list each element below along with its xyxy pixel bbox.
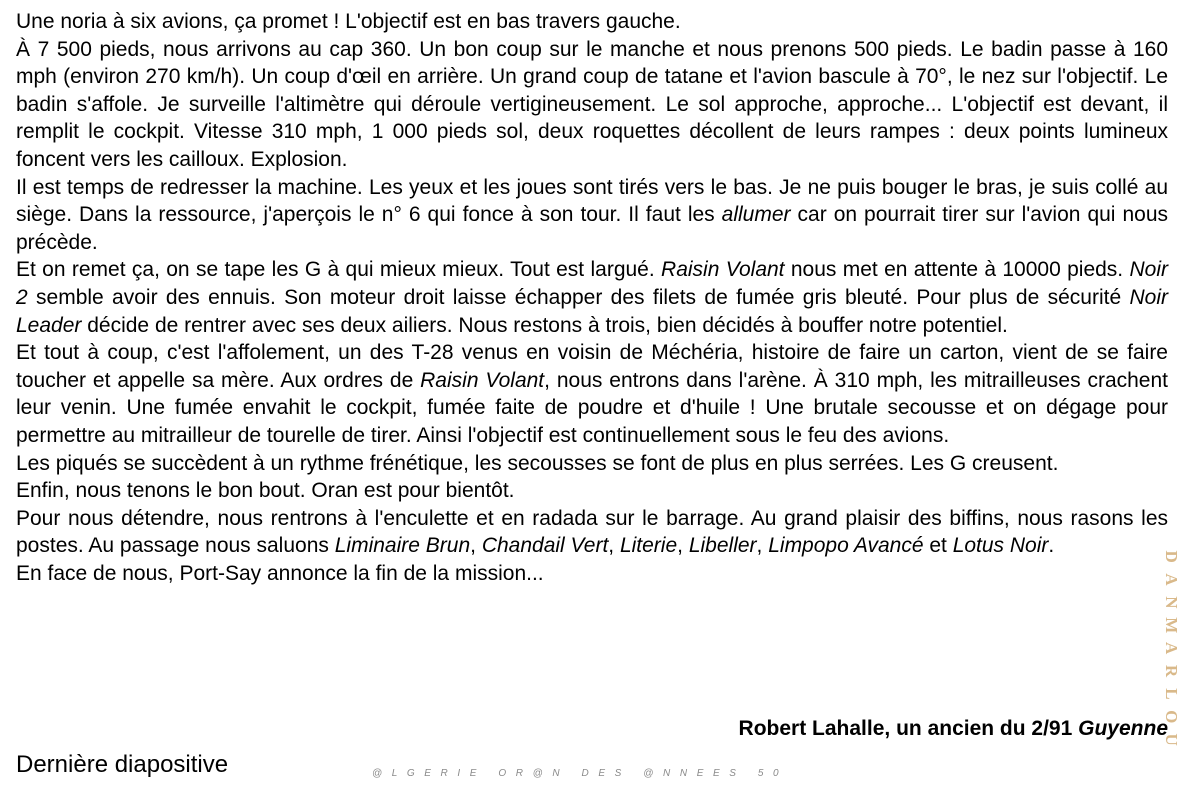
text-run: décide de rentrer avec ses deux ailiers. Nous restons à trois, bien décidés à bouffer notre potentiel. (81, 313, 1008, 337)
text-run: et (923, 534, 953, 558)
text-run: nous met en attente à 10000 pieds. (784, 258, 1130, 282)
author-signature (739, 716, 1168, 742)
paragraph (16, 339, 1168, 449)
text-run: Et on remet ça, on se tape les G à qui mieux mieux. Tout est largué. (16, 258, 662, 282)
text-run: , (677, 534, 689, 558)
text-run: , (756, 534, 769, 558)
text-run: Une noria à six avions, ça promet ! L'objectif est en bas travers gauche. (16, 10, 681, 33)
watermark-letter: R (1162, 664, 1182, 678)
italic-term: Raisin Volant (420, 368, 545, 392)
paragraph (16, 174, 1168, 257)
paragraph (16, 36, 1168, 174)
text-run: , (608, 534, 620, 558)
italic-term: Literie (619, 534, 678, 558)
paragraph (16, 477, 1168, 505)
text-run: car on pourrait tirer sur l'avion qui nous précède. (16, 203, 1168, 254)
watermark-letter: O (1162, 710, 1182, 724)
text-run: Et tout à coup, c'est l'affolement, un des T-28 venus en voisin de Méchéria, histoire de faire un carton, vient de se faire toucher et appelle sa mère. Aux ordres de (16, 341, 1168, 392)
italic-term: Raisin Volant (661, 258, 785, 282)
text-run: , (470, 534, 482, 558)
watermark-letter: U (1162, 733, 1182, 746)
italic-term: Limpopo Avancé (768, 534, 924, 558)
italic-term: Liminaire Brun (334, 534, 471, 558)
text-run: En face de nous, Port-Say annonce la fin de la mission... (16, 561, 544, 585)
watermark-letter: A (1162, 573, 1182, 586)
text-run: Il est temps de redresser la machine. Les yeux et les joues sont tirés vers le bas. Je ne puis bouger le bras, je suis collé au siège. Dans la ressource, j'aperçois le n° 6 qui fonce à son tour. Il faut les (16, 175, 1168, 227)
paragraph (16, 560, 1168, 588)
paragraph (16, 505, 1168, 560)
text-run: semble avoir des ennuis. Son moteur droit laisse échapper des filets de fumée gris bleuté. Pour plus de sécurité (27, 285, 1130, 309)
watermark-letter: D (1162, 550, 1182, 563)
italic-term: allumer (721, 203, 791, 227)
italic-term: Lotus Noir (952, 534, 1049, 558)
paragraph (16, 8, 1168, 36)
footer-caption: @LGERIE OR@N DES @NNEES 50 (372, 768, 789, 779)
watermark-logo (1161, 544, 1182, 750)
text-run: Pour nous détendre, nous rentrons à l'enculette et en radada sur le barrage. Au grand plaisir des biffins, nous rasons les postes. Au passage nous saluons (16, 506, 1168, 558)
watermark-svg (1161, 544, 1182, 750)
signature-text: Robert Lahalle, un ancien du 2/91 (738, 717, 1079, 740)
watermark-letter: N (1162, 596, 1182, 609)
paragraph (16, 256, 1168, 339)
text-run: Les piqués se succèdent à un rythme frénétique, les secousses se font de plus en plus serrées. Les G creusent. (16, 451, 1059, 475)
text-run: À 7 500 pieds, nous arrivons au cap 360. Un bon coup sur le manche et nous prenons 500 pieds. Le badin passe à 160 mph (environ 270 km/h). Un coup d'œil en arrière. Un grand coup de tatane et l'avion bascule à 70°, le nez sur l'objectif. Le badin s'affole. Je surveille l'altimètre qui déroule vertigineusement. Le sol approche, approche... L'objectif est devant, il remplit le cockpit. Vitesse 310 mph, 1 000 pieds sol, deux roquettes décollent de leurs rampes : deux points lumineux foncent vers les cailloux. Explosion. (16, 37, 1168, 171)
text-run: . (1048, 534, 1055, 558)
italic-term: Noir Leader (16, 285, 1168, 337)
watermark-letter: L (1162, 688, 1182, 700)
signature-unit: Guyenne (1078, 717, 1168, 740)
italic-term: Libeller (688, 534, 757, 558)
watermark-letter: A (1162, 642, 1182, 655)
text-run: , nous entrons dans l'arène. À 310 mph, les mitrailleuses crachent leur venin. Une fumée envahit le cockpit, fumée faite de poudre et d'huile ! Une brutale secousse et on dégage pour permettre au mitrailleur de tourelle de tirer. Ainsi l'objectif est continuellement sous le feu des avions. (16, 368, 1168, 447)
italic-term: Chandail Vert (481, 534, 609, 558)
article-body (16, 8, 1168, 587)
italic-term: Noir 2 (16, 258, 1168, 309)
watermark-letter: M (1162, 617, 1182, 634)
text-run: Enfin, nous tenons le bon bout. Oran est pour bientôt. (16, 479, 515, 503)
last-slide-link[interactable]: Dernière diapositive (16, 751, 229, 778)
paragraph (16, 450, 1168, 478)
